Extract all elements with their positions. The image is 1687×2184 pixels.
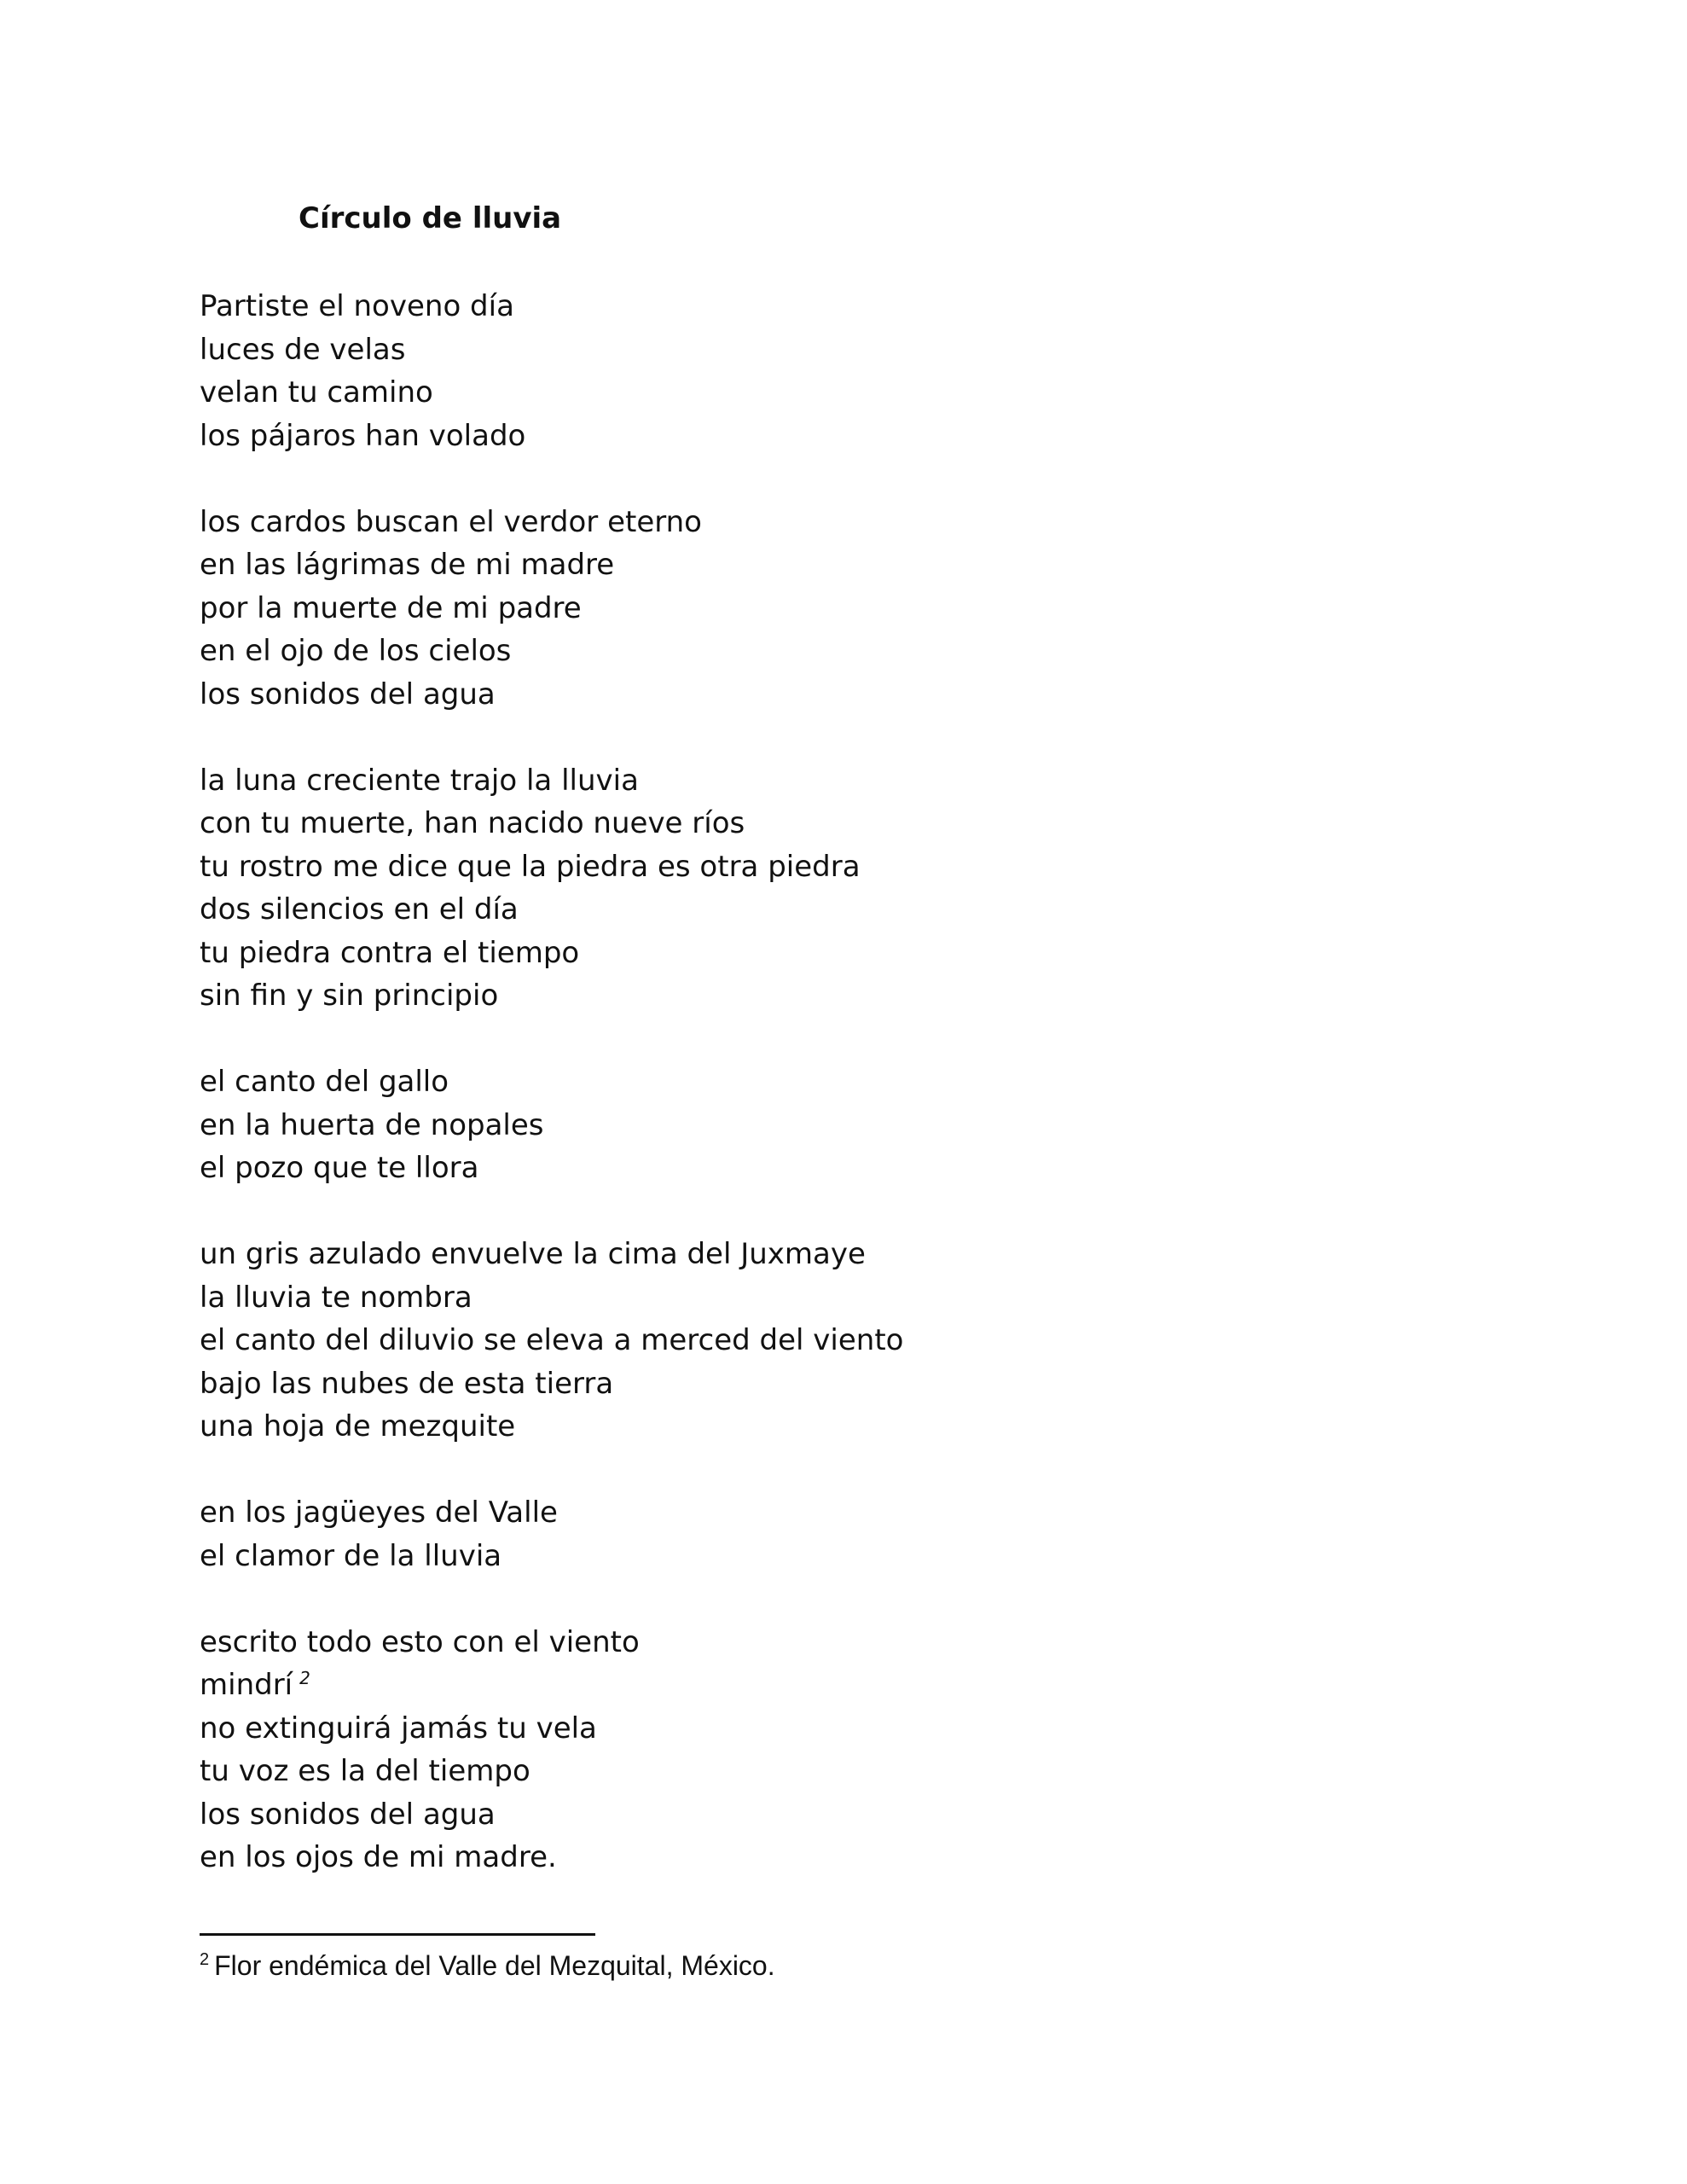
poem-line: una hoja de mezquite	[200, 1409, 516, 1443]
poem-line: no extinguirá jamás tu vela	[200, 1711, 597, 1745]
stanza-5	[200, 1233, 903, 1449]
footnote-reference[interactable]: 2	[299, 1667, 310, 1688]
poem-line: el canto del gallo	[200, 1065, 449, 1099]
poem-line: en las lágrimas de mi madre	[200, 548, 615, 582]
poem-line: un gris azulado envuelve la cima del Juxmaye	[200, 1237, 866, 1271]
footnote-text: Flor endémica del Valle del Mezquital, México.	[214, 1950, 775, 1981]
poem-line: el canto del diluvio se eleva a merced del viento	[200, 1323, 904, 1357]
footnote-marker: 2	[200, 1950, 210, 1970]
poem-line: los sonidos del agua	[200, 1797, 496, 1832]
stanza-6	[200, 1491, 903, 1577]
poem-line-text: mindrí	[200, 1668, 293, 1702]
poem-line: los sonidos del agua	[200, 677, 496, 712]
poem-line: tu piedra contra el tiempo	[200, 935, 580, 970]
poem-line: dos silencios en el día	[200, 892, 519, 926]
poem-line: la lluvia te nombra	[200, 1280, 472, 1315]
poem-line: tu rostro me dice que la piedra es otra piedra	[200, 849, 861, 884]
poem-line: los cardos buscan el verdor eterno	[200, 504, 702, 539]
poem-line: el clamor de la lluvia	[200, 1538, 502, 1573]
poem-line: sin fin y sin principio	[200, 979, 499, 1013]
poem-title: Círculo de lluvia	[299, 201, 562, 235]
stanza-1	[200, 285, 903, 457]
poem-line: Partiste el noveno día	[200, 289, 514, 323]
poem-line: con tu muerte, han nacido nueve ríos	[200, 806, 745, 840]
poem-line: la luna creciente trajo la lluvia	[200, 763, 639, 798]
stanza-2	[200, 501, 903, 717]
footnote-separator	[200, 1933, 595, 1936]
poem-line: luces de velas	[200, 332, 406, 367]
poem-line: los pájaros han volado	[200, 418, 526, 453]
stanza-4	[200, 1060, 903, 1190]
poem-line: en los jagüeyes del Valle	[200, 1496, 558, 1530]
poem-line: velan tu camino	[200, 375, 433, 410]
poem-line-with-footnote	[200, 1664, 903, 1707]
stanza-7	[200, 1621, 903, 1879]
poem-line: en los ojos de mi madre.	[200, 1840, 557, 1874]
poem-line: bajo las nubes de esta tierra	[200, 1366, 614, 1401]
stanza-3	[200, 759, 903, 1018]
poem-line: en la huerta de nopales	[200, 1107, 544, 1142]
footnote	[200, 1947, 775, 1984]
poem-line: tu voz es la del tiempo	[200, 1754, 530, 1788]
poem-line: en el ojo de los cielos	[200, 634, 512, 668]
poem-line: por la muerte de mi padre	[200, 590, 582, 625]
poem-body	[200, 285, 903, 1879]
poem-line: el pozo que te llora	[200, 1151, 479, 1185]
poem-line: escrito todo esto con el viento	[200, 1624, 640, 1659]
